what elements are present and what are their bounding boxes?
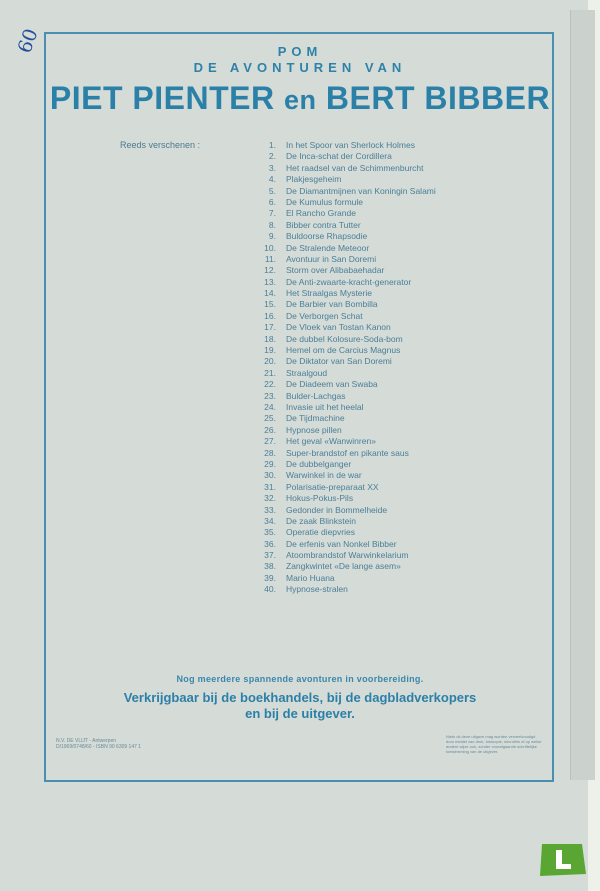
list-item [250, 345, 436, 356]
publisher-name: POM [277, 44, 323, 59]
list-item-number: 4. [268, 174, 276, 185]
list-item [250, 413, 436, 424]
availability-line1: Verkrijgbaar bij de boekhandels, bij de dagbladverkopers [123, 690, 477, 705]
titles-list [250, 140, 436, 596]
more-text: Nog meerdere spannende avonturen in voorbereiding. [176, 674, 424, 684]
list-item-number: 15. [264, 299, 276, 310]
list-item-title: Bulder-Lachgas [286, 390, 346, 401]
list-item [250, 561, 436, 572]
list-item [250, 299, 436, 310]
list-item [250, 288, 436, 299]
list-item [250, 197, 436, 208]
list-item [250, 550, 436, 561]
list-item-title: De Anti-zwaarte-kracht-generator [286, 276, 412, 287]
list-item-number: 6. [268, 196, 276, 207]
list-item-title: De Kumulus formule [286, 196, 364, 207]
list-item-number: 20. [264, 356, 276, 367]
list-item-title: Het geval «Wanwinren» [286, 436, 376, 447]
list-item-title: In het Spoor van Sherlock Holmes [286, 140, 415, 150]
list-item [250, 391, 436, 402]
list-item-title: De Inca-schat der Cordillera [286, 151, 392, 162]
list-item-title: De Stralende Meteoor [286, 242, 370, 253]
list-item-number: 37. [264, 550, 276, 561]
intro-label: Reeds verschenen : [120, 140, 201, 150]
title-en: en [284, 85, 317, 115]
list-item-title: De Diadeem van Swaba [286, 379, 378, 390]
list-item-number: 2. [268, 151, 276, 162]
list-item-number: 3. [268, 162, 276, 173]
page-edge [570, 10, 595, 780]
list-item-title: De dubbel Kolosure-Soda-bom [286, 333, 403, 344]
list-item-title: Operatie diepvries [286, 527, 355, 538]
list-item-number: 7. [268, 208, 276, 219]
list-item-title: Avontuur in San Doremi [286, 253, 377, 264]
list-item [250, 368, 436, 379]
list-item-title: De Verborgen Schat [286, 310, 363, 321]
list-item-title: De Diktator van San Doremi [286, 356, 392, 367]
imprint-line2: D/1969/0748/60 - ISBN 90 6309 147 1 [56, 744, 142, 750]
list-item [250, 208, 436, 219]
list-item-number: 5. [268, 185, 276, 196]
list-item [250, 379, 436, 390]
list-item-number: 28. [264, 447, 276, 458]
list-item-title: Het raadsel van de Schimmenburcht [286, 162, 424, 173]
list-item-title: Buldoorse Rhapsodie [286, 231, 368, 242]
list-item-title: De zaak Blinkstein [286, 515, 356, 526]
list-item [250, 470, 436, 481]
list-item-number: 27. [264, 436, 276, 447]
list-item-title: Het Straalgas Mysterie [286, 288, 372, 299]
list-item-number: 17. [264, 322, 276, 333]
list-item-number: 11. [264, 253, 276, 264]
list-item-title: Polarisatie-preparaat XX [286, 481, 379, 492]
list-item [250, 482, 436, 493]
list-item-number: 32. [264, 493, 276, 504]
title-part2: BERT BIBBER [325, 80, 551, 116]
list-item-number: 36. [264, 538, 276, 549]
list-item-number: 21. [264, 367, 276, 378]
list-item-number: 16. [264, 310, 276, 321]
list-item [250, 425, 436, 436]
list-item-title: Hemel om de Carcius Magnus [286, 345, 401, 356]
list-item-title: De Tijdmachine [286, 413, 345, 424]
list-item-number: 10. [264, 242, 276, 253]
list-item-number: 23. [264, 390, 276, 401]
list-item-number: 18. [264, 333, 276, 344]
list-item-title: Gedonder in Bommelheide [286, 504, 388, 515]
list-item-title: Hokus-Pokus-Pils [286, 493, 354, 504]
list-item-number: 19. [264, 345, 276, 356]
list-item-number: 9. [268, 231, 276, 242]
list-item-number: 29. [264, 458, 276, 469]
list-item-title: Storm over Alibabaehadar [286, 265, 385, 276]
list-item-title: Super-brandstof en pikante saus [286, 447, 409, 458]
list-item-number: 1. [268, 140, 276, 150]
list-item [250, 493, 436, 504]
list-item [250, 516, 436, 527]
list-item-title: Mario Huana [286, 572, 335, 583]
list-item [250, 254, 436, 265]
list-item-title: Straalgoud [286, 367, 328, 378]
list-item-number: 13. [264, 276, 276, 287]
imprint-line1: N.V. DE VLIJT - Antwerpen [56, 738, 117, 744]
list-item [250, 311, 436, 322]
list-item-number: 39. [264, 572, 276, 583]
list-item [250, 140, 436, 151]
list-item [250, 231, 436, 242]
list-item-number: 26. [264, 424, 276, 435]
list-item [250, 151, 436, 162]
list-item-title: Hypnose pillen [286, 424, 342, 435]
list-item-title: Invasie uit het heelal [286, 401, 364, 412]
imprint [56, 738, 141, 750]
list-item [250, 174, 436, 185]
list-item-number: 30. [264, 470, 276, 481]
list-item-title: Hypnose-stralen [286, 584, 348, 595]
list-item-title: De Vloek van Tostan Kanon [286, 322, 391, 333]
list-item [250, 334, 436, 345]
list-item-title: De Barbier van Bombilla [286, 299, 378, 310]
list-item [250, 322, 436, 333]
list-item-number: 24. [264, 401, 276, 412]
list-item-title: Bibber contra Tutter [286, 219, 361, 230]
list-item-title: Plakjesgeheim [286, 174, 342, 185]
handwritten-note: 60 [13, 25, 43, 57]
list-item [250, 220, 436, 231]
list-item-title: Atoombrandstof Warwinkelarium [286, 550, 409, 561]
list-item-title: De Diamantmijnen van Koningin Salami [286, 185, 436, 196]
list-item [250, 186, 436, 197]
list-item [250, 436, 436, 447]
list-item-number: 31. [264, 481, 276, 492]
list-item [250, 459, 436, 470]
list-item-title: El Rancho Grande [286, 208, 356, 219]
list-item-number: 34. [264, 515, 276, 526]
list-item-title: De erfenis van Nonkel Bibber [286, 538, 397, 549]
list-item [250, 402, 436, 413]
list-item-title: Warwinkel in de war [286, 470, 362, 481]
availability-line2: en bij de uitgever. [245, 706, 355, 721]
series-title [0, 80, 600, 117]
title-part1: PIET PIENTER [49, 80, 275, 116]
list-item-number: 33. [264, 504, 276, 515]
list-item-number: 40. [264, 584, 276, 595]
list-item-number: 12. [264, 265, 276, 276]
logo-stamp [538, 840, 588, 878]
series-subtitle: DE AVONTUREN VAN [193, 60, 407, 75]
legal-text: Niets uit deze uitgave mag worden verveelvoudigd door middel van druk, fotokopie, microfilm of op welke andere wijze ook, zonder voorafgaande schriftelijke toestemming van de uitgever. [446, 734, 542, 754]
list-item [250, 243, 436, 254]
list-item [250, 448, 436, 459]
list-item [250, 277, 436, 288]
list-item-number: 35. [264, 527, 276, 538]
list-item-number: 22. [264, 379, 276, 390]
list-item-number: 14. [264, 288, 276, 299]
list-item-title: Zangkwintet «De lange asem» [286, 561, 401, 572]
list-item [250, 527, 436, 538]
list-item [250, 356, 436, 367]
list-item [250, 163, 436, 174]
list-item-number: 38. [264, 561, 276, 572]
list-item-number: 8. [268, 219, 276, 230]
list-item [250, 539, 436, 550]
list-item-title: De dubbelganger [286, 458, 352, 469]
list-item-number: 25. [264, 413, 276, 424]
list-item [250, 505, 436, 516]
list-item [250, 584, 436, 595]
list-item [250, 573, 436, 584]
list-item [250, 265, 436, 276]
